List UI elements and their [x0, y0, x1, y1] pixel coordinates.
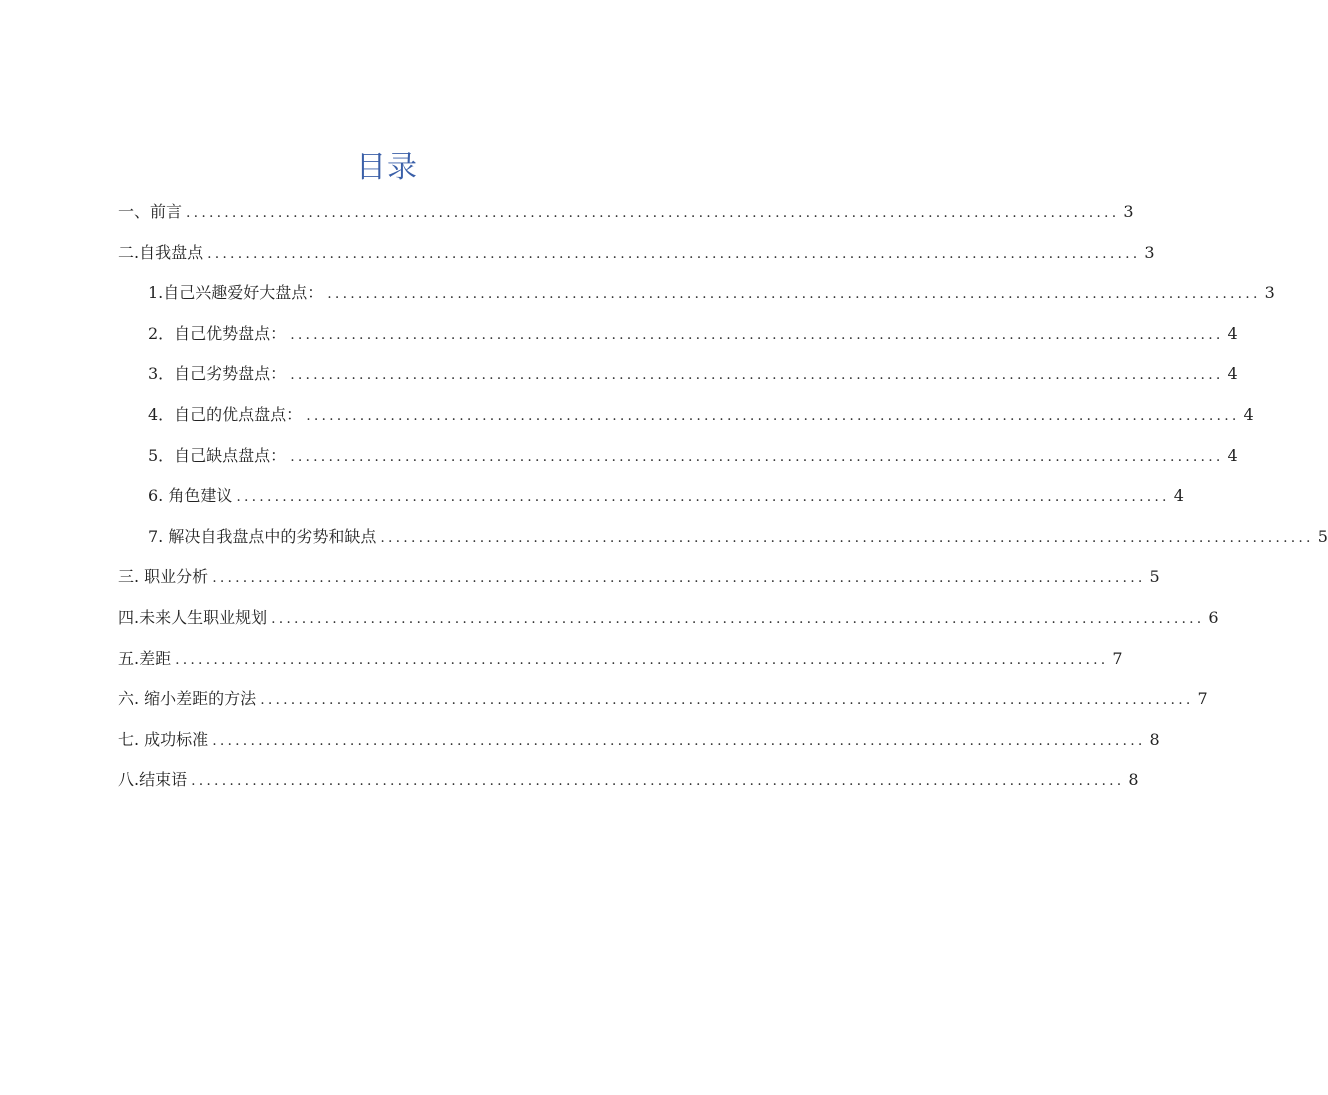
toc-entry-success-criteria[interactable]: [118, 720, 1160, 761]
toc-entry-text: 6. 角色建议: [148, 486, 233, 506]
toc-page-number: 6: [1208, 607, 1219, 627]
toc-entry-text: 一、前言: [118, 202, 183, 221]
toc-leader: ..........................................................................................................................: [260, 692, 1194, 709]
toc-leader: ..........................................................................................................................: [212, 732, 1146, 749]
toc-entry-text: 二.自我盘点: [118, 242, 204, 262]
toc-entry-shortcomings[interactable]: [118, 436, 1238, 477]
toc-entry-weaknesses[interactable]: [118, 354, 1238, 395]
toc-entry-career-analysis[interactable]: [118, 557, 1160, 598]
toc-entry-text: 五.差距: [118, 648, 172, 668]
toc-entry-conclusion[interactable]: [118, 760, 1139, 801]
toc-page-number: 5: [1317, 526, 1328, 546]
toc-leader: ..........................................................................................................................: [186, 205, 1120, 221]
toc-entry-hobbies[interactable]: [118, 273, 1275, 314]
toc-entry-career-plan[interactable]: [118, 598, 1219, 639]
toc-page-number: 7: [1112, 648, 1123, 668]
toc-entry-text: 四.未来人生职业规划: [118, 607, 268, 627]
toc-page-number: 4: [1243, 404, 1254, 424]
toc-leader: ..........................................................................................................................: [380, 529, 1314, 546]
toc-leader: ..........................................................................................................................: [306, 407, 1240, 424]
toc-entry-text: 5．自己缺点盘点：: [148, 445, 287, 465]
toc-leader: ..........................................................................................................................: [175, 651, 1109, 668]
toc-entry-role-suggestions[interactable]: [118, 476, 1184, 517]
toc-leader: ..........................................................................................................................: [290, 326, 1224, 343]
toc-entry-resolve-weaknesses[interactable]: [118, 517, 1328, 558]
toc-leader: ..........................................................................................................................: [271, 610, 1205, 627]
toc-page-number: 5: [1149, 567, 1160, 587]
toc-entry-self-inventory[interactable]: [118, 233, 1155, 274]
toc-leader: ..........................................................................................................................: [212, 570, 1146, 587]
toc-leader: ..........................................................................................................................: [236, 489, 1170, 506]
toc-entry-text: 八.结束语: [118, 770, 188, 790]
toc-leader: ..........................................................................................................................: [191, 773, 1125, 790]
toc-page-number: 8: [1149, 729, 1160, 749]
toc-entry-text: 六. 缩小差距的方法: [118, 689, 257, 709]
toc-entry-text: 4．自己的优点盘点：: [148, 404, 303, 424]
toc-leader: ..........................................................................................................................: [290, 448, 1224, 465]
toc-leader: ..........................................................................................................................: [327, 286, 1261, 303]
toc-page-number: 3: [1264, 283, 1275, 303]
toc-page-number: 4: [1227, 364, 1238, 384]
toc-entry-text: 7. 解决自我盘点中的劣势和缺点: [148, 526, 377, 546]
toc-page-number: 3: [1123, 202, 1134, 221]
toc-page-number: 4: [1227, 445, 1238, 465]
toc-page-number: 8: [1128, 770, 1139, 790]
toc-title: 目录: [356, 150, 418, 185]
toc-entry-strengths[interactable]: [118, 314, 1238, 355]
toc-leader: ..........................................................................................................................: [207, 245, 1141, 262]
toc-entry-text: 3．自己劣势盘点：: [148, 364, 287, 384]
toc-entry-text: 七. 成功标准: [118, 729, 209, 749]
toc-entry-close-gap[interactable]: [118, 679, 1208, 720]
toc-page-number: 4: [1173, 486, 1184, 506]
toc-entry-text: 2．自己优势盘点：: [148, 323, 287, 343]
toc-entry-preface[interactable]: [118, 192, 1134, 233]
toc-list: [118, 192, 1328, 801]
toc-entry-gap[interactable]: [118, 639, 1123, 680]
toc-page-number: 4: [1227, 323, 1238, 343]
toc-entry-merits[interactable]: [118, 395, 1254, 436]
toc-leader: ..........................................................................................................................: [290, 367, 1224, 384]
toc-entry-text: 三. 职业分析: [118, 567, 209, 587]
toc-entry-text: 1.自己兴趣爱好大盘点：: [148, 283, 324, 303]
toc-page-number: 7: [1197, 689, 1208, 709]
toc-page-number: 3: [1144, 242, 1155, 262]
